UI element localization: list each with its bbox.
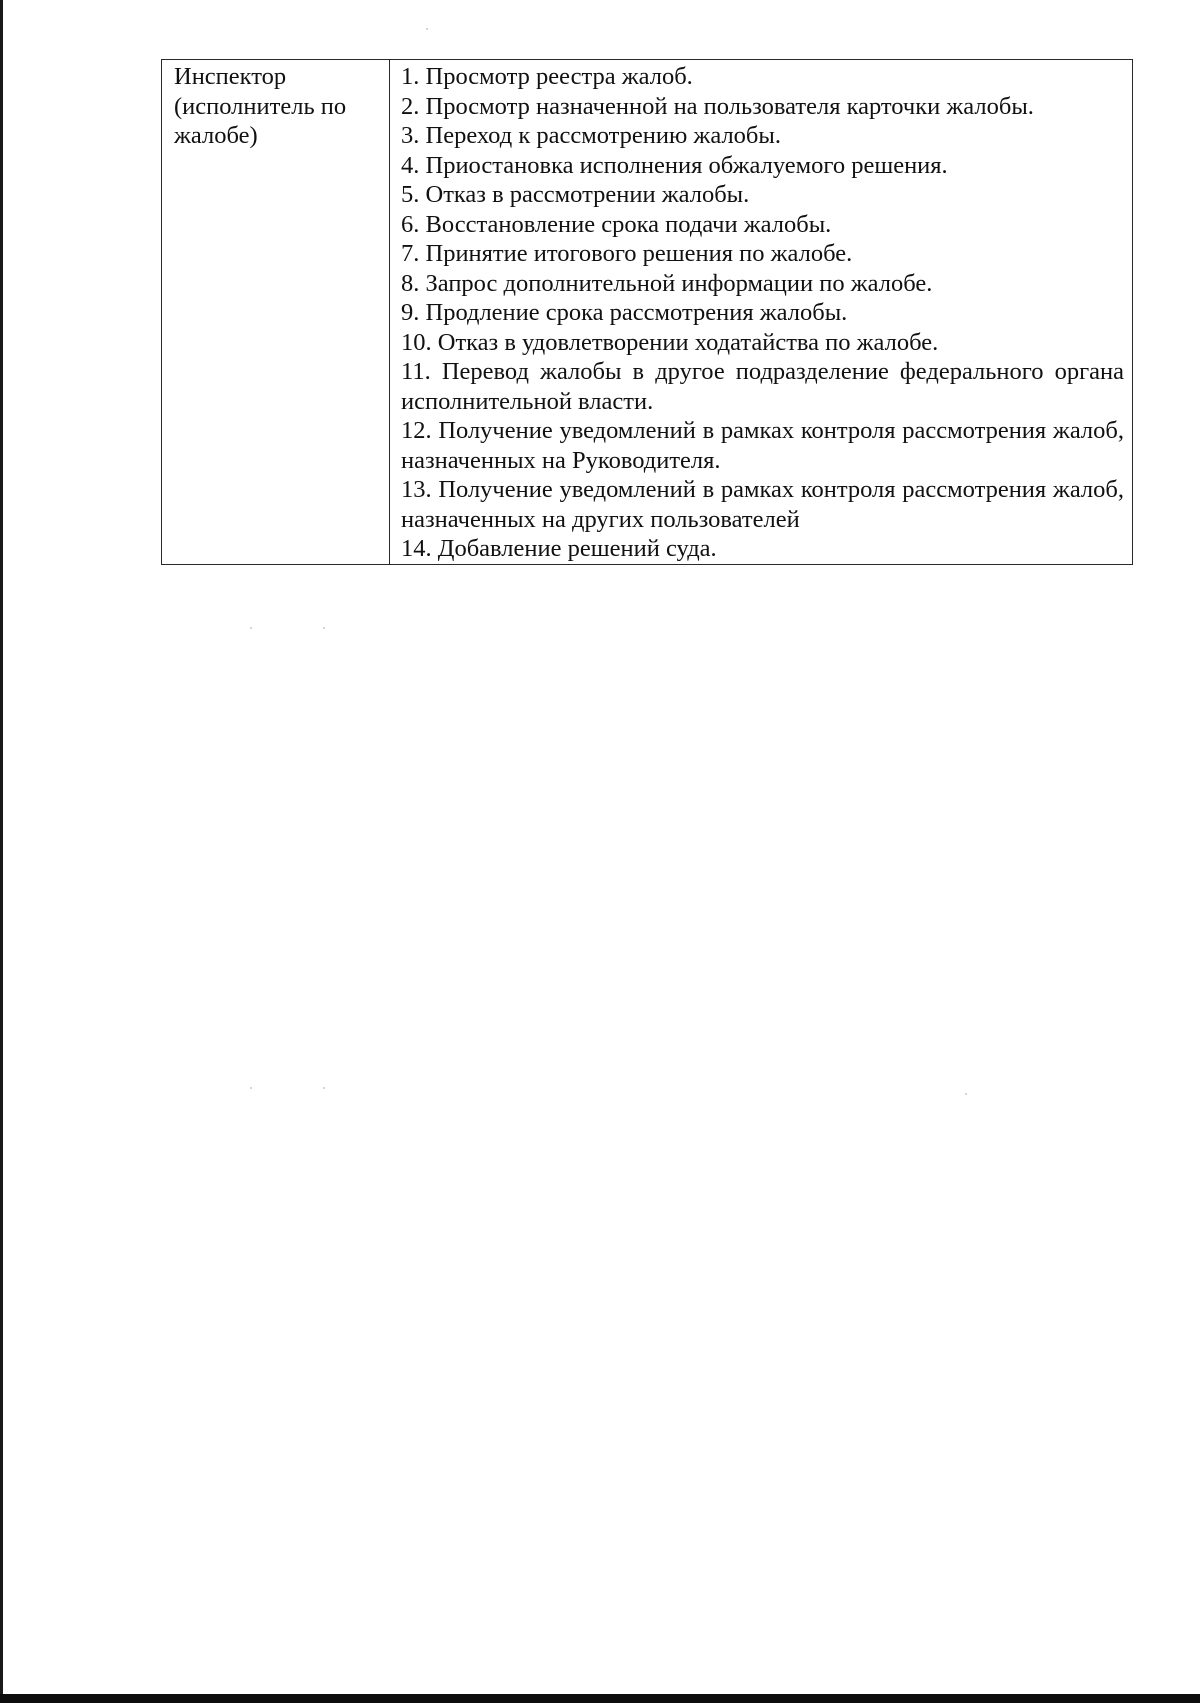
scan-speck: [250, 1087, 252, 1089]
scan-speck: [323, 1087, 325, 1089]
list-item: 3. Переход к рассмотрению жалобы.: [401, 122, 781, 149]
list-item: 7. Принятие итогового решения по жалобе.: [401, 240, 853, 267]
scan-left-edge: [0, 0, 3, 1703]
table-row: [162, 60, 1133, 565]
list-item: 2. Просмотр назначенной на пользователя карточки жалобы.: [401, 92, 1034, 120]
roles-table: [161, 59, 1133, 565]
duties-cell: [390, 60, 1133, 565]
list-item: 4. Приостановка исполнения обжалуемого решения.: [401, 151, 948, 179]
scan-bottom-edge: [0, 1694, 1200, 1703]
role-cell: [162, 60, 390, 565]
list-item: 10. Отказ в удовлетворении ходатайства по жалобе.: [401, 328, 939, 356]
list-item: 9. Продление срока рассмотрения жалобы.: [401, 299, 848, 326]
list-item: 14. Добавление решений суда.: [401, 535, 717, 562]
scan-speck: [323, 627, 325, 629]
list-item: 1. Просмотр реестра жалоб.: [401, 63, 693, 90]
list-item: 8. Запрос дополнительной информации по жалобе.: [401, 269, 933, 297]
scan-speck: [426, 28, 428, 30]
scan-speck: [965, 1093, 967, 1095]
list-item: 11. Перевод жалобы в другое подразделение федерального органа исполнительной власти.: [401, 358, 1124, 415]
role-name: Инспектор (исполнитель по жалобе): [174, 63, 347, 149]
list-item: 12. Получение уведомлений в рамках контроля рассмотрения жалоб, назначенных на Руководителя.: [401, 417, 1124, 474]
list-item: 5. Отказ в рассмотрении жалобы.: [401, 181, 750, 208]
list-item: 6. Восстановление срока подачи жалобы.: [401, 210, 832, 238]
scan-speck: [250, 627, 252, 629]
list-item: 13. Получение уведомлений в рамках контроля рассмотрения жалоб, назначенных на других пользователей: [401, 476, 1124, 533]
